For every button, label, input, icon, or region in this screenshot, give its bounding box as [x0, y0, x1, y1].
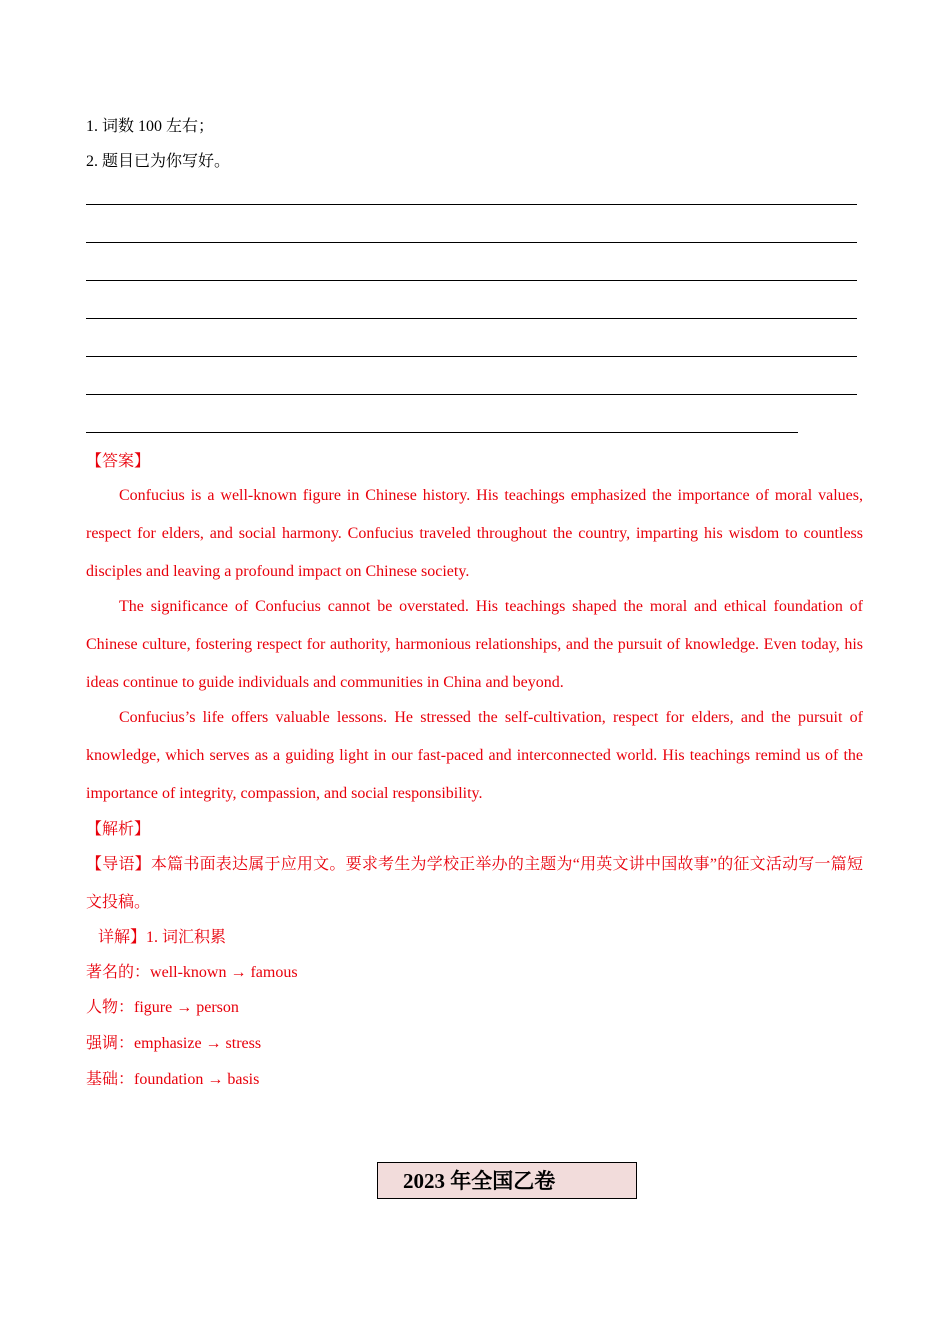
vocab-from: emphasize [134, 1035, 202, 1052]
vocab-to: basis [227, 1071, 260, 1088]
vocab-item [86, 998, 239, 1018]
writing-line [86, 318, 857, 319]
vocab-item [86, 1070, 259, 1090]
answer-paragraph: Confucius is a well-known figure in Chinese history. His teachings emphasized the importance of moral values, respect for elders, and social harmony. Confucius traveled throughout the country, imparting his wisdom to countless disciples and leaving a profound impact on Chinese society. [86, 487, 863, 580]
section-heading: 2023 年全国乙卷 [403, 1169, 556, 1193]
requirement-2: 2. 题目已为你写好。 [86, 153, 231, 170]
vocab-cn: 人物： [86, 999, 135, 1016]
guide-paragraph: 【导语】本篇书面表达属于应用文。要求考生为学校正举办的主题为“用英文讲中国故事”的征文活动写一篇短文投稿。 [86, 856, 863, 911]
arrow-icon: → [205, 1035, 222, 1052]
requirement-1: 1. 词数 100 左右； [86, 118, 215, 135]
vocab-to: famous [250, 964, 298, 981]
section-heading-box [377, 1162, 637, 1199]
arrow-icon: → [207, 1071, 224, 1088]
analysis-label: 【解析】 [86, 821, 151, 838]
vocab-cn: 基础： [86, 1071, 135, 1088]
writing-line [86, 242, 857, 243]
writing-line [86, 432, 798, 433]
vocab-to: stress [225, 1035, 262, 1052]
vocab-item [86, 963, 298, 983]
vocab-to: person [196, 999, 239, 1016]
vocab-from: well-known [150, 964, 227, 981]
writing-line [86, 394, 857, 395]
writing-line [86, 356, 857, 357]
detail-heading: 详解】1. 词汇积累 [98, 929, 227, 946]
answer-paragraph: Confucius’s life offers valuable lessons. He stressed the self-cultivation, respect for elders, and the pursuit of knowledge, which serves as a guiding light in our fast-paced and interconnected world. His teachings remind us of the importance of integrity, compassion, and social responsibility. [86, 709, 863, 802]
answer-label: 【答案】 [86, 453, 151, 470]
writing-line [86, 204, 857, 205]
vocab-item [86, 1034, 261, 1054]
vocab-cn: 著名的： [86, 964, 151, 981]
arrow-icon: → [176, 999, 193, 1016]
vocab-cn: 强调： [86, 1035, 135, 1052]
vocab-from: foundation [134, 1071, 204, 1088]
vocab-from: figure [134, 999, 173, 1016]
writing-line [86, 280, 857, 281]
arrow-icon: → [230, 964, 247, 981]
answer-paragraph: The significance of Confucius cannot be overstated. His teachings shaped the moral and ethical foundation of Chinese culture, fostering respect for authority, harmonious relationships, and the pursuit of knowledge. Even today, his ideas continue to guide individuals and communities in China and beyond. [86, 598, 863, 691]
